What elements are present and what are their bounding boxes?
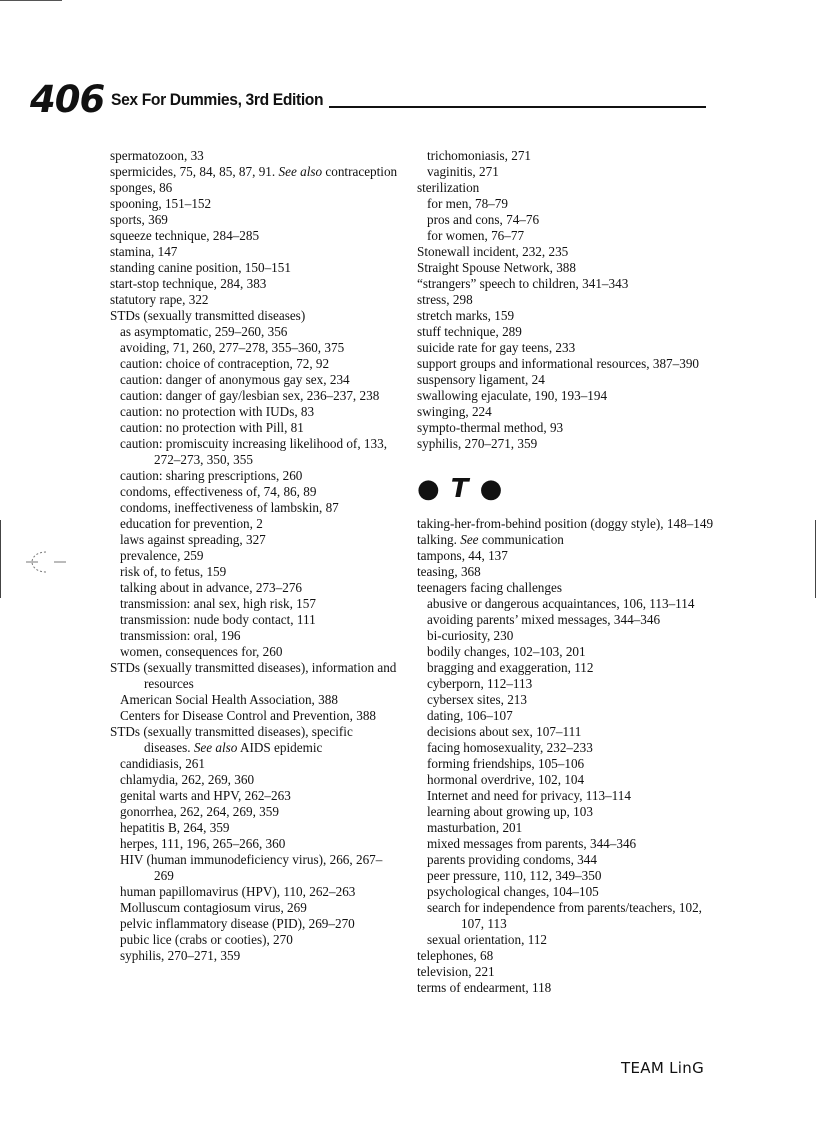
entry-text: American Social Health Association, 388 <box>120 692 338 707</box>
index-subentry <box>110 644 400 660</box>
entry-text: swinging, 224 <box>417 404 492 419</box>
entry-text: talking. <box>417 532 461 547</box>
index-entry <box>417 980 717 996</box>
entry-text: taking-her-from-behind position (doggy style), 148–149 <box>417 516 714 531</box>
index-subentry <box>417 868 717 884</box>
entry-text: candidiasis, 261 <box>120 756 205 771</box>
entry-text: transmission: anal sex, high risk, 157 <box>120 596 316 611</box>
index-subentry <box>110 772 400 788</box>
index-subentry <box>110 628 400 644</box>
entry-text: statutory rape, 322 <box>110 292 209 307</box>
index-entry <box>110 148 400 164</box>
entry-text: stuff technique, 289 <box>417 324 522 339</box>
entry-text: pelvic inflammatory disease (PID), 269–270 <box>120 916 355 931</box>
index-entry <box>110 180 400 196</box>
crop-mark-icon <box>24 548 68 576</box>
entry-text: caution: no protection with Pill, 81 <box>120 420 304 435</box>
index-subentry <box>417 596 717 612</box>
entry-text: condoms, effectiveness of, 74, 86, 89 <box>120 484 317 499</box>
book-title: Sex For Dummies, 3rd Edition <box>111 90 324 109</box>
index-entry <box>417 292 717 308</box>
page-number: 406 <box>30 78 105 121</box>
entry-text: swallowing ejaculate, 190, 193–194 <box>417 388 608 403</box>
index-entry <box>417 372 717 388</box>
index-subentry <box>110 948 400 964</box>
index-subentry <box>417 836 717 852</box>
entry-text: sympto-thermal method, 93 <box>417 420 564 435</box>
entry-text: Centers for Disease Control and Prevention, 388 <box>120 708 377 723</box>
index-subentry <box>110 580 400 596</box>
index-subentry <box>110 340 400 356</box>
entry-text: transmission: nude body contact, 111 <box>120 612 316 627</box>
index-subentry <box>110 708 400 724</box>
index-entry <box>110 292 400 308</box>
index-entry <box>110 260 400 276</box>
entry-text: STDs (sexually transmitted diseases), specific diseases. <box>110 724 353 755</box>
index-subentry <box>110 612 400 628</box>
index-subentry <box>110 404 400 420</box>
index-subentry <box>110 436 400 468</box>
cross-reference-target: contraception <box>322 164 398 179</box>
index-subentry <box>417 692 717 708</box>
entry-text: transmission: oral, 196 <box>120 628 241 643</box>
index-subentry <box>110 356 400 372</box>
entry-text: psychological changes, 104–105 <box>427 884 599 899</box>
index-entry <box>417 436 717 452</box>
entry-text: teasing, 368 <box>417 564 481 579</box>
entry-text: genital warts and HPV, 262–263 <box>120 788 291 803</box>
entry-text: avoiding, 71, 260, 277–278, 355–360, 375 <box>120 340 345 355</box>
index-subentry <box>110 788 400 804</box>
entry-text: spermicides, 75, 84, 85, 87, 91. <box>110 164 279 179</box>
index-subentry <box>110 484 400 500</box>
entry-text: learning about growing up, 103 <box>427 804 593 819</box>
entry-text: sponges, 86 <box>110 180 173 195</box>
index-column-left <box>110 148 400 964</box>
entry-text: herpes, 111, 196, 265–266, 360 <box>120 836 286 851</box>
entry-text: trichomoniasis, 271 <box>427 148 532 163</box>
index-entry <box>417 180 717 196</box>
entry-text: cybersex sites, 213 <box>427 692 527 707</box>
entry-text: vaginitis, 271 <box>427 164 499 179</box>
entry-text: STDs (sexually transmitted diseases) <box>110 308 306 323</box>
entry-text: condoms, ineffectiveness of lambskin, 87 <box>120 500 339 515</box>
index-subentry <box>417 660 717 676</box>
index-subentry <box>110 468 400 484</box>
index-subentry <box>417 740 717 756</box>
index-subentry <box>417 644 717 660</box>
index-subentry <box>110 532 400 548</box>
entry-text: tampons, 44, 137 <box>417 548 508 563</box>
index-entry <box>110 212 400 228</box>
index-subentry <box>110 564 400 580</box>
bullet-icon: ● <box>479 474 503 504</box>
entry-text: stretch marks, 159 <box>417 308 515 323</box>
entry-text: sexual orientation, 112 <box>427 932 548 947</box>
index-subentry <box>110 900 400 916</box>
index-subentry <box>110 516 400 532</box>
cross-reference-label: See also <box>193 740 238 755</box>
entry-text: stress, 298 <box>417 292 473 307</box>
index-subentry <box>110 916 400 932</box>
entry-text: caution: danger of anonymous gay sex, 234 <box>120 372 350 387</box>
entry-text: Stonewall incident, 232, 235 <box>417 244 569 259</box>
index-subentry <box>110 692 400 708</box>
entry-text: gonorrhea, 262, 264, 269, 359 <box>120 804 279 819</box>
index-subentry <box>110 884 400 900</box>
entry-text: facing homosexuality, 232–233 <box>427 740 593 755</box>
entry-text: caution: danger of gay/lesbian sex, 236–237, 238 <box>120 388 380 403</box>
cross-reference-target: communication <box>478 532 564 547</box>
index-subentry <box>110 420 400 436</box>
entry-text: masturbation, 201 <box>427 820 523 835</box>
header-rule <box>329 106 706 108</box>
entry-text: telephones, 68 <box>417 948 494 963</box>
index-subentry <box>110 372 400 388</box>
index-subentry <box>417 628 717 644</box>
index-entry <box>417 420 717 436</box>
entry-text: as asymptomatic, 259–260, 356 <box>120 324 288 339</box>
index-entry <box>417 324 717 340</box>
entry-text: squeeze technique, 284–285 <box>110 228 260 243</box>
entry-text: bodily changes, 102–103, 201 <box>427 644 586 659</box>
entry-text: syphilis, 270–271, 359 <box>120 948 241 963</box>
index-subentry <box>110 820 400 836</box>
index-entry <box>417 964 717 980</box>
entry-text: spooning, 151–152 <box>110 196 212 211</box>
index-entry <box>417 356 717 372</box>
entry-text: syphilis, 270–271, 359 <box>417 436 538 451</box>
entry-text: hormonal overdrive, 102, 104 <box>427 772 585 787</box>
entry-text: sterilization <box>417 180 480 195</box>
entry-text: women, consequences for, 260 <box>120 644 283 659</box>
index-subentry <box>110 324 400 340</box>
entry-text: talking about in advance, 273–276 <box>120 580 303 595</box>
index-entry <box>417 244 717 260</box>
entry-text: education for prevention, 2 <box>120 516 263 531</box>
index-entry <box>417 388 717 404</box>
entry-text: laws against spreading, 327 <box>120 532 266 547</box>
entry-text: Molluscum contagiosum virus, 269 <box>120 900 307 915</box>
index-subentry <box>110 756 400 772</box>
index-subentry <box>417 612 717 628</box>
index-entry <box>417 580 717 596</box>
index-entry <box>110 660 400 692</box>
index-subentry <box>110 596 400 612</box>
index-entry <box>417 276 717 292</box>
left-margin-rule <box>0 520 1 598</box>
entry-text: “strangers” speech to children, 341–343 <box>417 276 629 291</box>
index-entry <box>110 164 400 180</box>
entry-text: peer pressure, 110, 112, 349–350 <box>427 868 602 883</box>
index-subentry <box>417 676 717 692</box>
entry-text: decisions about sex, 107–111 <box>427 724 582 739</box>
entry-text: stamina, 147 <box>110 244 178 259</box>
index-group-t <box>417 516 717 996</box>
index-subentry <box>110 548 400 564</box>
entry-text: teenagers facing challenges <box>417 580 562 595</box>
index-subentry <box>417 932 717 948</box>
index-subentry <box>417 884 717 900</box>
index-subentry <box>110 836 400 852</box>
entry-text: standing canine position, 150–151 <box>110 260 291 275</box>
entry-text: prevalence, 259 <box>120 548 204 563</box>
entry-text: pros and cons, 74–76 <box>427 212 540 227</box>
entry-text: caution: no protection with IUDs, 83 <box>120 404 315 419</box>
entry-text: bi-curiosity, 230 <box>427 628 514 643</box>
entry-text: terms of endearment, 118 <box>417 980 552 995</box>
entry-text: HIV (human immunodeficiency virus), 266, 267–269 <box>120 852 383 883</box>
entry-text: hepatitis B, 264, 359 <box>120 820 230 835</box>
entry-text: television, 221 <box>417 964 495 979</box>
bullet-icon: ● <box>417 474 440 504</box>
index-subentry <box>417 900 717 932</box>
index-entry <box>110 228 400 244</box>
index-entry <box>110 244 400 260</box>
cross-reference-label: See also <box>278 164 323 179</box>
entry-text: start-stop technique, 284, 383 <box>110 276 267 291</box>
entry-text: suicide rate for gay teens, 233 <box>417 340 576 355</box>
entry-text: Internet and need for privacy, 113–114 <box>427 788 631 803</box>
entry-text: mixed messages from parents, 344–346 <box>427 836 637 851</box>
index-entry <box>417 404 717 420</box>
index-subentry <box>417 820 717 836</box>
index-entry <box>110 196 400 212</box>
entry-text: chlamydia, 262, 269, 360 <box>120 772 255 787</box>
entry-text: risk of, to fetus, 159 <box>120 564 227 579</box>
entry-text: caution: promiscuity increasing likelihood of, 133, 272–273, 350, 355 <box>120 436 387 467</box>
index-subentry <box>417 148 717 164</box>
entry-text: Straight Spouse Network, 388 <box>417 260 576 275</box>
entry-text: sports, 369 <box>110 212 168 227</box>
entry-text: STDs (sexually transmitted diseases), information and resources <box>110 660 397 691</box>
index-entry <box>417 308 717 324</box>
entry-text: search for independence from parents/teachers, 102, 107, 113 <box>427 900 702 931</box>
cross-reference-label: See <box>460 532 479 547</box>
index-entry <box>110 276 400 292</box>
entry-text: parents providing condoms, 344 <box>427 852 597 867</box>
index-entry <box>110 308 400 324</box>
entry-text: caution: sharing prescriptions, 260 <box>120 468 303 483</box>
index-subentry <box>417 772 717 788</box>
index-column-right <box>417 148 717 996</box>
page-header <box>30 78 710 122</box>
entry-text: abusive or dangerous acquaintances, 106, 113–114 <box>427 596 695 611</box>
index-entry <box>417 260 717 276</box>
entry-text: suspensory ligament, 24 <box>417 372 545 387</box>
index-entry <box>417 548 717 564</box>
index-subentry <box>417 164 717 180</box>
entry-text: for women, 76–77 <box>427 228 525 243</box>
index-subentry <box>417 804 717 820</box>
index-entry <box>417 340 717 356</box>
index-subentry <box>110 500 400 516</box>
section-letter-heading <box>417 472 717 506</box>
entry-text: cyberporn, 112–113 <box>427 676 533 691</box>
entry-text: spermatozoon, 33 <box>110 148 204 163</box>
index-subentry <box>417 756 717 772</box>
index-subentry <box>417 852 717 868</box>
entry-text: caution: choice of contraception, 72, 92 <box>120 356 330 371</box>
index-subentry <box>110 852 400 884</box>
index-entry <box>417 948 717 964</box>
index-subentry <box>110 804 400 820</box>
index-entry <box>417 516 717 532</box>
index-subentry <box>417 788 717 804</box>
index-entry <box>110 724 400 756</box>
index-entry <box>417 532 717 548</box>
entry-text: pubic lice (crabs or cooties), 270 <box>120 932 293 947</box>
index-entry <box>417 564 717 580</box>
cross-reference-target: AIDS epidemic <box>237 740 323 755</box>
entry-text: forming friendships, 105–106 <box>427 756 585 771</box>
index-subentry <box>417 196 717 212</box>
entry-text: dating, 106–107 <box>427 708 513 723</box>
top-edge-line <box>0 0 62 1</box>
entry-text: human papillomavirus (HPV), 110, 262–263 <box>120 884 356 899</box>
index-subentry <box>417 212 717 228</box>
index-subentry <box>110 932 400 948</box>
index-subentry <box>417 724 717 740</box>
index-subentry <box>417 228 717 244</box>
entry-text: support groups and informational resources, 387–390 <box>417 356 700 371</box>
footer-watermark: TEAM LinG <box>621 1059 704 1077</box>
entry-text: bragging and exaggeration, 112 <box>427 660 594 675</box>
section-letter: T <box>450 474 469 504</box>
entry-text: for men, 78–79 <box>427 196 508 211</box>
index-group-s <box>417 148 717 452</box>
index-subentry <box>110 388 400 404</box>
index-subentry <box>417 708 717 724</box>
entry-text: avoiding parents’ mixed messages, 344–346 <box>427 612 661 627</box>
